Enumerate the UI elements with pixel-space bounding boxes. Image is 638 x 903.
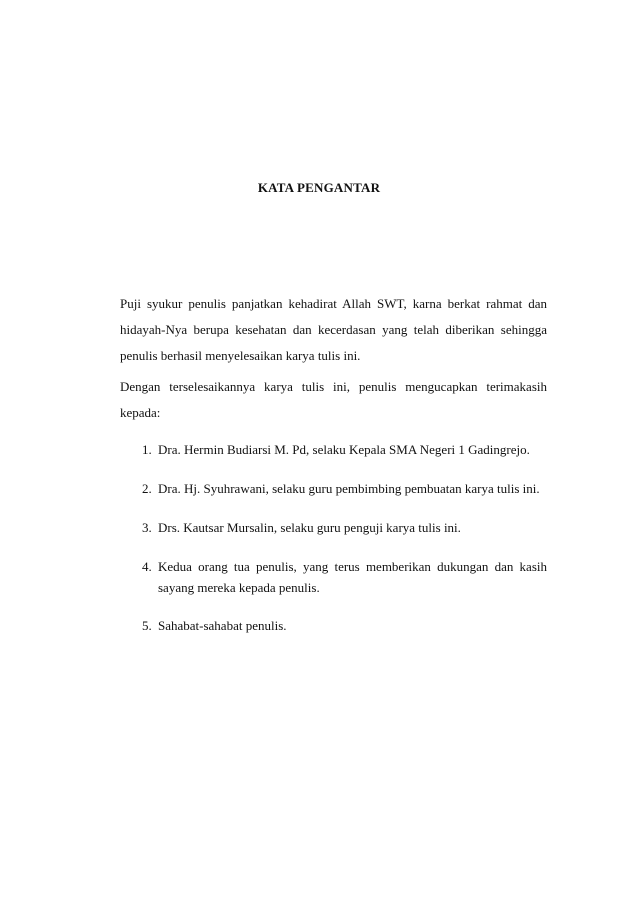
list-item [120,478,547,500]
list-item-text: Sahabat-sahabat penulis. [158,618,287,633]
list-item-text: Dra. Hermin Budiarsi M. Pd, selaku Kepala SMA Negeri 1 Gadingrejo. [158,442,530,457]
list-item-number: 3. [142,520,152,535]
list-item-number: 5. [142,618,152,633]
list-item-text: Drs. Kautsar Mursalin, selaku guru penguji karya tulis ini. [158,520,461,535]
list-item [120,439,547,461]
thanks-paragraph: Dengan terselesaikannya karya tulis ini, penulis mengucapkan terimakasih kepada: [120,379,547,420]
list-item-number: 1. [142,442,152,457]
list-item [120,517,547,539]
list-item [120,556,547,598]
page-title: KATA PENGANTAR [257,180,381,195]
list-item-number: 4. [142,559,152,574]
list-item-text: Dra. Hj. Syuhrawani, selaku guru pembimbing pembuatan karya tulis ini. [158,481,540,496]
list-item [120,615,547,637]
acknowledgement-list [120,439,547,654]
list-item-text: Kedua orang tua penulis, yang terus memberikan dukungan dan kasih sayang mereka kepada penulis. [158,559,547,595]
list-item-number: 2. [142,481,152,496]
intro-paragraph: Puji syukur penulis panjatkan kehadirat Allah SWT, karna berkat rahmat dan hidayah-Nya berupa kesehatan dan kecerdasan yang telah diberikan sehingga penulis berhasil menyelesaikan karya tulis ini. [120,296,547,363]
